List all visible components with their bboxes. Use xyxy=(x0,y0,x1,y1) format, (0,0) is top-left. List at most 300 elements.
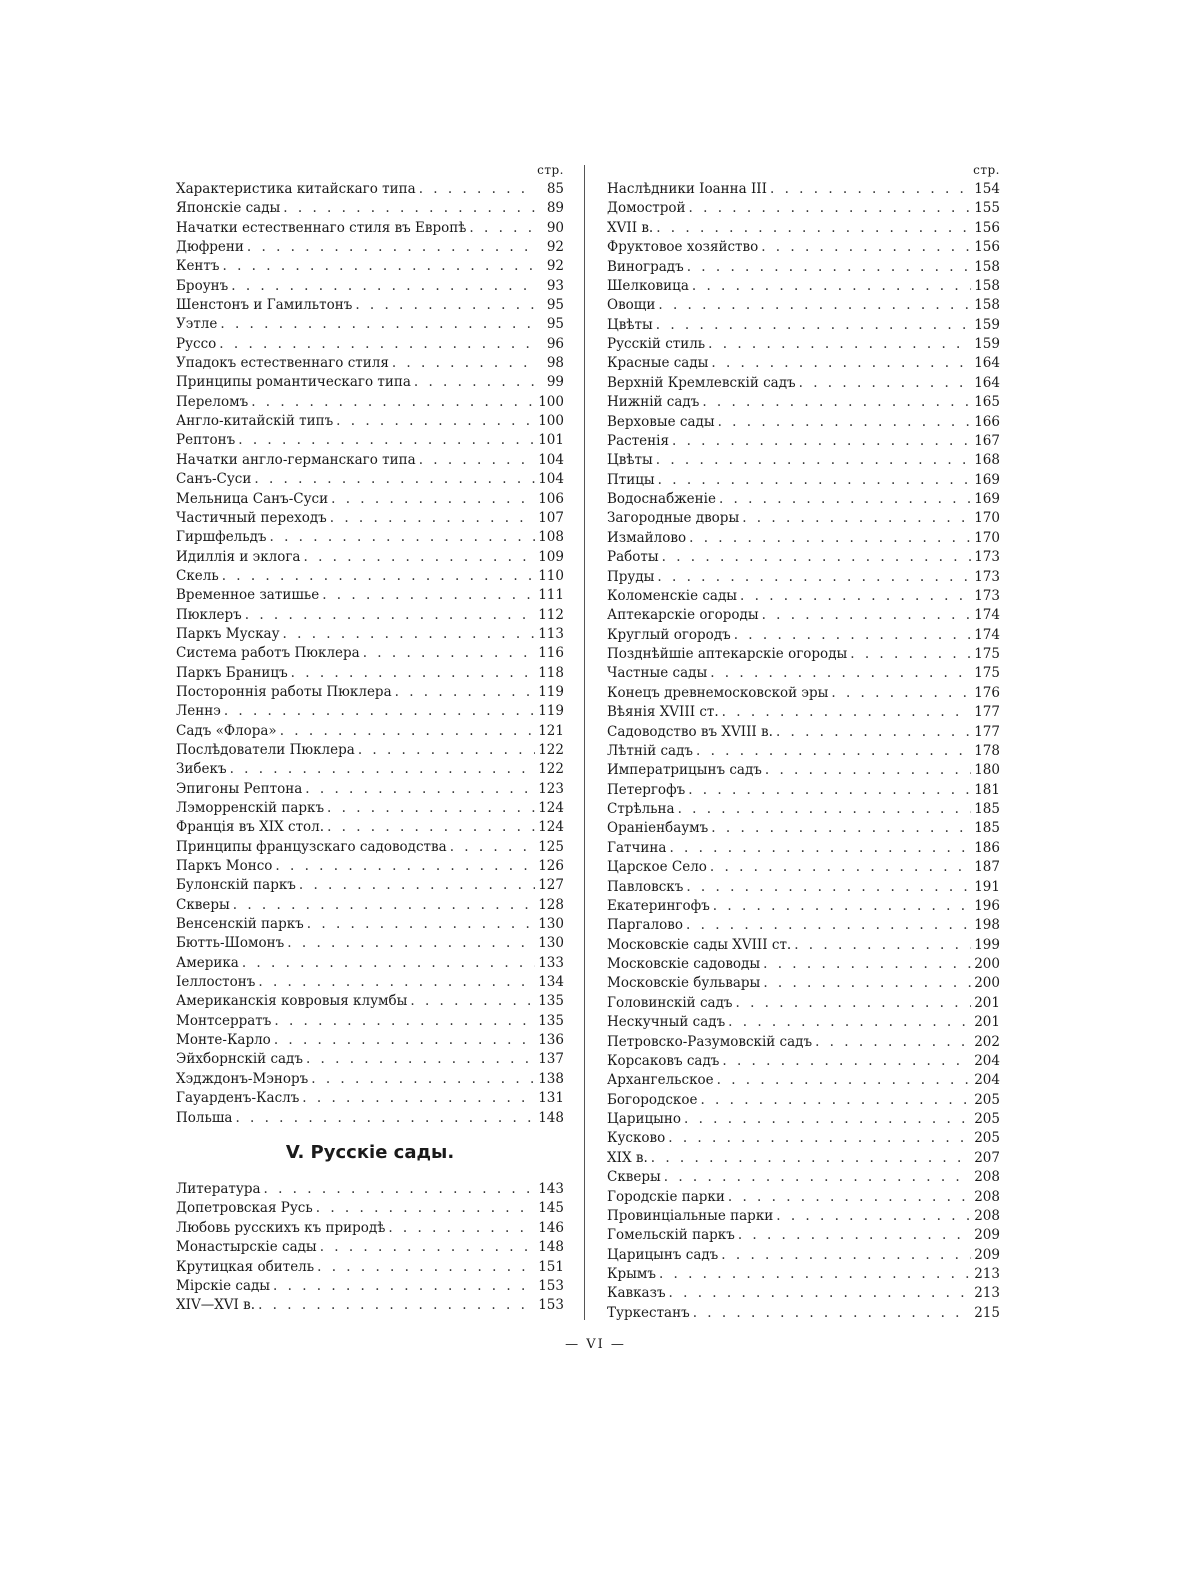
toc-entry-page: 198 xyxy=(974,917,1000,934)
toc-entry xyxy=(176,199,564,218)
toc-entry-page: 185 xyxy=(974,801,1000,817)
toc-entry-title: Загородные дворы xyxy=(607,510,740,527)
dot-leader xyxy=(763,974,971,993)
toc-entry-title: Овощи xyxy=(607,297,656,314)
toc-entry xyxy=(607,277,1000,296)
dot-leader xyxy=(692,277,971,296)
dot-leader xyxy=(659,1265,971,1284)
toc-entry-title: Рептонъ xyxy=(176,432,236,449)
dot-leader xyxy=(331,490,535,509)
dot-leader xyxy=(303,548,535,567)
toc-entry-title: Постороннія работы Пюклера xyxy=(176,683,392,700)
toc-right-column xyxy=(607,160,1000,1323)
toc-entry-title: Венсенскій паркъ xyxy=(176,916,304,933)
dot-leader xyxy=(238,431,535,450)
dot-leader xyxy=(776,1207,971,1226)
toc-entry-page: 92 xyxy=(546,258,564,275)
dot-leader xyxy=(742,509,971,528)
toc-entry xyxy=(607,781,1000,800)
toc-entry xyxy=(176,373,564,392)
dot-leader xyxy=(469,219,535,238)
dot-leader xyxy=(419,451,535,470)
dot-leader xyxy=(274,1031,535,1050)
toc-entry xyxy=(607,1246,1000,1265)
toc-entry-page: 215 xyxy=(974,1304,1000,1321)
toc-entry xyxy=(176,973,564,992)
toc-entry xyxy=(607,219,1000,238)
toc-entry-page: 133 xyxy=(538,954,564,971)
toc-entry-title: Петергофъ xyxy=(607,781,686,798)
dot-leader xyxy=(270,528,535,547)
toc-entry xyxy=(607,258,1000,277)
toc-entry xyxy=(176,354,564,373)
toc-entry xyxy=(607,1226,1000,1245)
toc-entry-page: 169 xyxy=(974,491,1000,507)
toc-entry-title: Птицы xyxy=(607,471,655,488)
toc-entry-title: Кавказъ xyxy=(607,1285,666,1302)
toc-entry-title: Скель xyxy=(176,567,219,584)
dot-leader xyxy=(702,393,971,412)
toc-entry-page: 191 xyxy=(974,878,1000,895)
toc-entry-page: 159 xyxy=(974,336,1000,352)
toc-entry-page: 176 xyxy=(974,684,1000,701)
toc-entry-page: 113 xyxy=(538,625,564,642)
toc-entry-title: Санъ-Суси xyxy=(176,471,252,488)
toc-entry xyxy=(607,703,1000,722)
dot-leader xyxy=(721,1246,971,1265)
toc-entry xyxy=(176,1050,564,1069)
dot-leader xyxy=(322,586,535,605)
toc-entry-title: Скверы xyxy=(176,896,230,913)
toc-entry-page: 119 xyxy=(538,683,564,700)
toc-entry xyxy=(607,374,1000,393)
toc-entry xyxy=(176,1180,564,1199)
toc-entry-title: Паркъ Браницъ xyxy=(176,664,288,681)
toc-entry xyxy=(176,1199,564,1218)
toc-entry-page: 204 xyxy=(974,1072,1000,1089)
dot-leader xyxy=(687,258,971,277)
toc-entry-title: Русскій стиль xyxy=(607,336,706,352)
dot-leader xyxy=(761,238,971,257)
toc-entry xyxy=(176,896,564,915)
toc-entry-page: 159 xyxy=(974,316,1000,333)
toc-entry-title: Пруды xyxy=(607,568,655,585)
toc-entry-page: 205 xyxy=(974,1130,1000,1147)
dot-leader xyxy=(776,723,971,742)
dot-leader xyxy=(762,606,971,625)
toc-entry xyxy=(607,529,1000,548)
dot-leader xyxy=(320,1238,535,1257)
toc-entry-title: Паргалово xyxy=(607,917,684,934)
toc-entry-page: 170 xyxy=(974,529,1000,546)
toc-entry xyxy=(607,742,1000,761)
toc-entry xyxy=(607,684,1000,703)
dot-leader xyxy=(664,1168,971,1187)
toc-entry-page: 130 xyxy=(538,935,564,952)
dot-leader xyxy=(713,897,971,916)
toc-entry xyxy=(176,528,564,547)
toc-entry-page: 180 xyxy=(974,762,1000,779)
toc-entry xyxy=(607,936,1000,955)
dot-leader xyxy=(287,934,535,953)
toc-entry xyxy=(176,238,564,257)
toc-entry-page: 121 xyxy=(538,722,564,739)
toc-entry xyxy=(176,702,564,721)
toc-entry xyxy=(607,1304,1000,1323)
toc-entry-page: 158 xyxy=(974,297,1000,314)
toc-entry-title: Скверы xyxy=(607,1169,661,1186)
toc-entry-page: 200 xyxy=(974,975,1000,992)
toc-entry-page: 196 xyxy=(974,897,1000,914)
dot-leader xyxy=(662,548,971,567)
toc-entry-page: 100 xyxy=(538,413,564,430)
toc-entry-page: 90 xyxy=(546,219,564,236)
toc-section-list xyxy=(176,1180,564,1316)
toc-entry-page: 151 xyxy=(538,1258,564,1275)
toc-entry-title: Царицынъ садъ xyxy=(607,1246,719,1263)
toc-entry xyxy=(176,760,564,779)
toc-entry xyxy=(176,664,564,683)
toc-entry xyxy=(176,548,564,567)
toc-entry-page: 209 xyxy=(974,1246,1000,1263)
toc-entry-title: Провинціальные парки xyxy=(607,1207,774,1224)
toc-entry-title: Гиршфельдъ xyxy=(176,529,267,546)
toc-entry-title: Московскіе садоводы xyxy=(607,956,761,972)
toc-entry-page: 130 xyxy=(538,916,564,933)
dot-leader xyxy=(233,896,535,915)
toc-entry-page: 173 xyxy=(974,549,1000,566)
toc-entry xyxy=(176,296,564,315)
toc-entry-title: Головинскій садъ xyxy=(607,994,733,1011)
toc-entry xyxy=(176,1031,564,1050)
dot-leader xyxy=(656,219,971,238)
dot-leader xyxy=(719,490,971,509)
toc-entry-title: Виноградъ xyxy=(607,258,684,275)
toc-entry-title: Мірскіе сады xyxy=(176,1277,271,1294)
toc-entry xyxy=(176,1012,564,1031)
toc-entry-title: Измайлово xyxy=(607,529,687,546)
toc-entry-page: 138 xyxy=(538,1070,564,1087)
toc-entry-title: Круглый огородъ xyxy=(607,626,731,643)
dot-leader xyxy=(283,199,535,218)
toc-entry xyxy=(607,761,1000,780)
toc-entry-page: 208 xyxy=(974,1188,1000,1205)
toc-entry-page: 93 xyxy=(546,277,564,294)
toc-entry-title: Садъ «Флора» xyxy=(176,722,277,739)
toc-entry xyxy=(176,1109,564,1128)
dot-leader xyxy=(658,471,971,490)
dot-leader xyxy=(280,722,535,741)
dot-leader xyxy=(693,1304,971,1323)
toc-entry-page: 145 xyxy=(538,1200,564,1217)
toc-entry xyxy=(607,180,1000,199)
dot-leader xyxy=(299,876,535,895)
toc-entry-title: Дюфрени xyxy=(176,239,244,256)
toc-entry-title: Лѣтній садъ xyxy=(607,742,693,759)
toc-entry-page: 111 xyxy=(538,587,564,604)
toc-entry-title: Пюклеръ xyxy=(176,606,242,623)
dot-leader xyxy=(765,761,971,780)
toc-entry-page: 125 xyxy=(538,838,564,855)
toc-entry xyxy=(607,432,1000,451)
toc-entry-page: 131 xyxy=(538,1090,564,1107)
toc-entry xyxy=(607,471,1000,490)
toc-entry xyxy=(176,625,564,644)
toc-entry xyxy=(176,509,564,528)
toc-entry xyxy=(607,568,1000,587)
toc-entry xyxy=(176,915,564,934)
toc-entry-title: Архангельское xyxy=(607,1072,714,1089)
toc-entry-page: 181 xyxy=(974,781,1000,798)
toc-entry xyxy=(607,335,1000,354)
toc-entry xyxy=(176,1238,564,1257)
toc-entry-title: Руссо xyxy=(176,335,217,352)
toc-entry-page: 135 xyxy=(538,993,564,1010)
toc-entry xyxy=(607,1168,1000,1187)
toc-entry-page: 134 xyxy=(538,974,564,991)
toc-entry-page: 107 xyxy=(538,509,564,526)
toc-entry xyxy=(176,683,564,702)
toc-entry-title: Фруктовое хозяйство xyxy=(607,239,759,256)
toc-entry-page: 170 xyxy=(974,510,1000,527)
toc-entry-page: 165 xyxy=(974,394,1000,411)
dot-leader xyxy=(247,238,535,257)
toc-entry-page: 205 xyxy=(974,1091,1000,1108)
toc-entry-page: 122 xyxy=(538,761,564,778)
dot-leader xyxy=(219,335,535,354)
toc-entry-page: 148 xyxy=(538,1109,564,1126)
toc-entry-title: Кентъ xyxy=(176,258,220,275)
toc-entry-page: 98 xyxy=(546,355,564,372)
toc-entry-page: 85 xyxy=(546,181,564,197)
toc-entry xyxy=(607,1207,1000,1226)
toc-entry-title: Екатерингофъ xyxy=(607,897,710,914)
toc-entry xyxy=(176,1258,564,1277)
toc-entry-page: 199 xyxy=(974,936,1000,953)
dot-leader xyxy=(264,1180,535,1199)
toc-entry xyxy=(176,431,564,450)
toc-entry-title: Литература xyxy=(176,1181,261,1197)
dot-leader xyxy=(258,1296,535,1315)
toc-entry xyxy=(176,451,564,470)
toc-entry-page: 92 xyxy=(546,239,564,256)
toc-entry-title: Переломъ xyxy=(176,393,249,410)
toc-entry-title: Корсаковъ садъ xyxy=(607,1052,720,1069)
toc-entry-title: Лэморренскій паркъ xyxy=(176,800,325,816)
toc-entry-page: 143 xyxy=(538,1181,564,1197)
toc-entry xyxy=(607,800,1000,819)
page-column-label: стр. xyxy=(537,163,564,177)
toc-entry-page: 156 xyxy=(974,239,1000,256)
toc-entry-page: 202 xyxy=(974,1033,1000,1050)
toc-entry xyxy=(607,916,1000,935)
dot-leader xyxy=(684,1110,971,1129)
toc-entry-title: Крымъ xyxy=(607,1266,656,1282)
dot-leader xyxy=(305,780,535,799)
toc-entry-title: Эйхборнскій садъ xyxy=(176,1051,303,1068)
toc-entry xyxy=(176,335,564,354)
toc-entry xyxy=(607,1284,1000,1303)
toc-entry-title: XIV—XVI в. xyxy=(176,1297,256,1314)
dot-leader xyxy=(258,973,535,992)
toc-entry-page: 155 xyxy=(974,200,1000,217)
toc-entry-title: Аптекарскіе огороды xyxy=(607,607,759,624)
toc-entry xyxy=(176,1089,564,1108)
toc-entry-title: XVII в. xyxy=(607,219,654,236)
toc-entry-page: 158 xyxy=(974,258,1000,275)
toc-entry xyxy=(607,296,1000,315)
dot-leader xyxy=(728,1188,971,1207)
dot-leader xyxy=(273,1277,535,1296)
toc-entry xyxy=(607,1188,1000,1207)
dot-leader xyxy=(815,1033,971,1052)
toc-entry xyxy=(607,316,1000,335)
toc-entry-title: Растенія xyxy=(607,432,669,449)
toc-entry-title: Московскіе сады XVIII ст. xyxy=(607,936,792,953)
dot-leader xyxy=(686,878,971,897)
dot-leader xyxy=(711,354,971,373)
toc-entry-title: Крутицкая обитель xyxy=(176,1258,315,1275)
dot-leader xyxy=(669,839,971,858)
toc-left-column xyxy=(176,160,564,1128)
toc-entry-page: 128 xyxy=(538,896,564,913)
toc-entry-title: Бютть-Шомонъ xyxy=(176,935,285,952)
toc-entry-title: Московскіе бульвары xyxy=(607,975,761,992)
toc-entry-title: Эпигоны Рептона xyxy=(176,780,303,797)
dot-leader xyxy=(656,316,971,335)
toc-entry-title: Царское Село xyxy=(607,859,707,876)
dot-leader xyxy=(831,684,971,703)
toc-entry xyxy=(176,741,564,760)
toc-entry-page: 207 xyxy=(974,1149,1000,1166)
toc-entry-page: 146 xyxy=(538,1219,564,1236)
dot-leader xyxy=(668,1129,971,1148)
toc-entry-title: Англо-китайскій типъ xyxy=(176,413,334,430)
dot-leader xyxy=(242,954,535,973)
toc-entry-title: Богородское xyxy=(607,1091,698,1108)
toc-entry-page: 100 xyxy=(538,393,564,410)
dot-leader xyxy=(358,741,535,760)
dot-leader xyxy=(700,1091,971,1110)
toc-entry-page: 175 xyxy=(974,665,1000,682)
dot-leader xyxy=(794,936,971,955)
toc-entry xyxy=(607,1110,1000,1129)
toc-entry-title: Императрицынъ садъ xyxy=(607,762,762,779)
toc-entry xyxy=(176,722,564,741)
toc-entry xyxy=(607,664,1000,683)
toc-entry xyxy=(176,954,564,973)
dot-leader xyxy=(770,180,971,199)
toc-entry-title: Конецъ древнемосковской эры xyxy=(607,684,829,701)
dot-leader xyxy=(392,354,535,373)
toc-entry xyxy=(607,238,1000,257)
toc-entry xyxy=(607,1149,1000,1168)
toc-entry xyxy=(607,645,1000,664)
dot-leader xyxy=(336,412,535,431)
dot-leader xyxy=(686,916,971,935)
toc-entry xyxy=(176,257,564,276)
dot-leader xyxy=(738,1226,971,1245)
toc-left-list xyxy=(176,180,564,1128)
dot-leader xyxy=(735,994,971,1013)
toc-entry-title: Частные сады xyxy=(607,665,708,682)
toc-entry-title: Кусково xyxy=(607,1130,666,1147)
section-heading: V. Русскіе сады. xyxy=(285,1142,455,1163)
toc-entry xyxy=(607,354,1000,373)
toc-entry-title: Леннэ xyxy=(176,703,221,720)
dot-leader xyxy=(388,1219,535,1238)
toc-entry-title: Нижній садъ xyxy=(607,394,700,411)
toc-entry-title: Гауарденъ-Каслъ xyxy=(176,1090,300,1107)
toc-entry xyxy=(176,180,564,199)
toc-entry-page: 96 xyxy=(546,335,564,352)
toc-entry xyxy=(176,1296,564,1315)
toc-entry-page: 200 xyxy=(974,956,1000,972)
toc-entry xyxy=(607,819,1000,838)
toc-entry-page: 118 xyxy=(538,664,564,681)
toc-entry xyxy=(176,818,564,837)
toc-entry xyxy=(607,897,1000,916)
toc-entry-title: Садоводство въ XVIII в. xyxy=(607,723,773,740)
toc-entry-title: Принципы романтическаго типа xyxy=(176,374,411,391)
toc-entry-title: Хэдждонъ-Мэноръ xyxy=(176,1070,309,1087)
toc-entry-page: 205 xyxy=(974,1111,1000,1127)
dot-leader xyxy=(311,1070,535,1089)
toc-entry-page: 95 xyxy=(546,316,564,333)
toc-entry-page: 154 xyxy=(974,181,1000,197)
toc-entry-page: 177 xyxy=(974,704,1000,721)
toc-entry-title: Монастырскіе сады xyxy=(176,1239,317,1256)
toc-entry-page: 173 xyxy=(974,568,1000,585)
toc-entry-page: 204 xyxy=(974,1052,1000,1069)
dot-leader xyxy=(708,335,971,354)
dot-leader xyxy=(395,683,535,702)
toc-entry-page: 166 xyxy=(974,413,1000,430)
dot-leader xyxy=(740,587,971,606)
toc-entry-page: 153 xyxy=(538,1297,564,1314)
dot-leader xyxy=(689,199,971,218)
toc-entry xyxy=(176,992,564,1011)
toc-entry-title: Начатки естественнаго стиля въ Европѣ xyxy=(176,219,467,236)
toc-entry-title: Стрѣльна xyxy=(607,801,675,817)
toc-entry xyxy=(607,199,1000,218)
toc-entry xyxy=(607,490,1000,509)
toc-entry-page: 175 xyxy=(974,646,1000,662)
toc-entry xyxy=(607,974,1000,993)
dot-leader xyxy=(223,257,536,276)
toc-entry-title: Гомельскій паркъ xyxy=(607,1227,735,1244)
dot-leader xyxy=(222,567,535,586)
dot-leader xyxy=(419,180,535,199)
dot-leader xyxy=(316,1199,535,1218)
toc-entry xyxy=(607,994,1000,1013)
toc-entry-page: 119 xyxy=(538,703,564,720)
toc-entry-title: Туркестанъ xyxy=(607,1304,690,1321)
toc-entry-page: 177 xyxy=(974,723,1000,740)
toc-entry-title: Система работъ Пюклера xyxy=(176,645,360,662)
dot-leader xyxy=(275,857,535,876)
dot-leader xyxy=(656,451,971,470)
toc-entry-page: 158 xyxy=(974,277,1000,294)
toc-entry xyxy=(607,509,1000,528)
toc-entry xyxy=(176,393,564,412)
toc-entry xyxy=(607,548,1000,567)
toc-entry-page: 185 xyxy=(974,820,1000,837)
dot-leader xyxy=(711,819,971,838)
toc-entry-title: Гатчина xyxy=(607,839,667,856)
dot-leader xyxy=(710,664,971,683)
toc-entry-title: Городскіе парки xyxy=(607,1188,725,1205)
